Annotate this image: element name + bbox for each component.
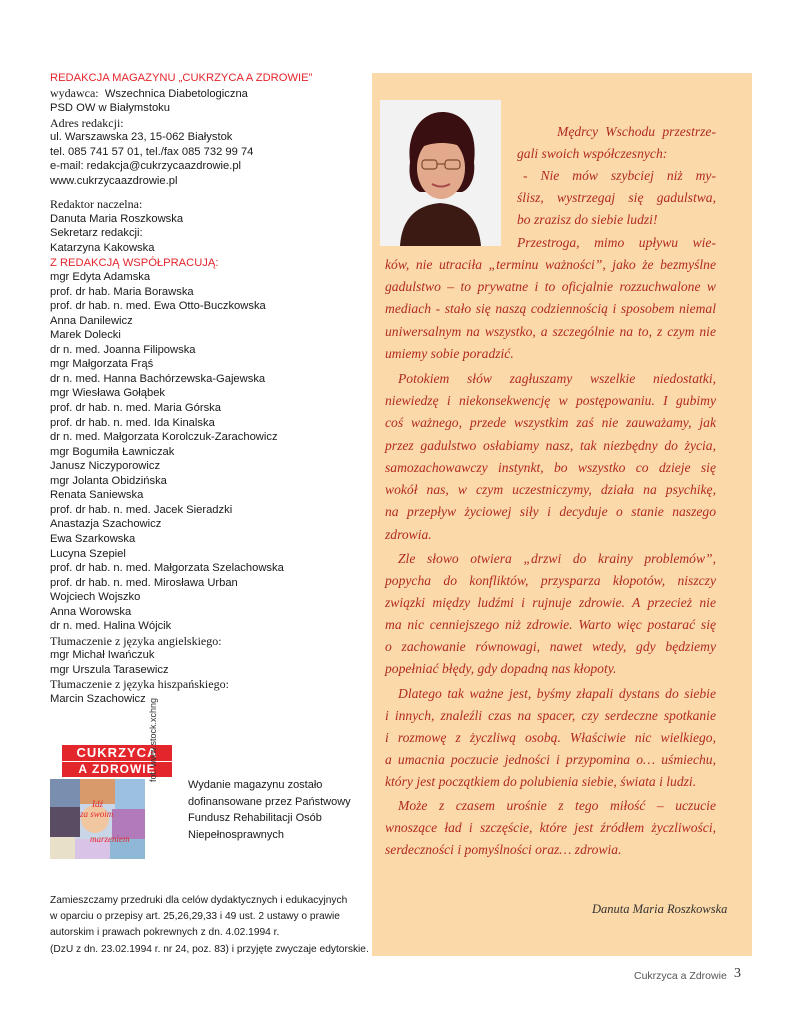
collaborator-name: mgr Wiesława Gołąbek	[50, 387, 166, 400]
editorial-signature: Danuta Maria Roszkowska	[592, 902, 728, 916]
page-number: 3	[734, 966, 741, 981]
editorial-line: serdeczności i pomyślności oraz… zdrowia.	[385, 842, 622, 857]
address: ul. Warszawska 23, 15-062 Białystok	[50, 131, 233, 144]
editorial-line: ma nic cenniejszego niż zdrowie. Warto więc postarać się	[385, 617, 716, 632]
translator-es-1: Marcin Szachowicz	[50, 692, 146, 705]
collaborator-name: dr n. med. Hanna Bachórzewska-Gajewska	[50, 372, 266, 385]
editorial-line: zdrowia.	[385, 527, 432, 542]
legal-note	[50, 893, 370, 958]
publisher-line	[50, 86, 350, 102]
collaborator-name: mgr Edyta Adamska	[50, 271, 151, 284]
editorial-line: który jest początkiem do polubienia siebie, świata i ludzi.	[385, 774, 697, 789]
cover-title-line-2: A ZDROWIE	[62, 762, 172, 777]
collaborators-list	[50, 270, 350, 634]
editorial-line: umiemy sobie poradzić.	[385, 346, 514, 361]
collaborator-name: Ewa Szarkowska	[50, 532, 136, 545]
collaborators-label: Z REDAKCJĄ WSPÓŁPRACUJĄ:	[50, 256, 219, 269]
publisher-label: wydawca:	[50, 85, 99, 100]
collaborator-name: Janusz Niczyporowicz	[50, 460, 161, 473]
collaborator-name: dr n. med. Joanna Filipowska	[50, 343, 196, 356]
editorial-line: Przestroga, mimo upływu wie-	[517, 235, 716, 250]
translation-en-label: Tłumaczenie z języka angielskiego:	[50, 633, 222, 648]
funding-line: Niepełnosprawnych	[188, 828, 284, 841]
collaborator-name: Anastazja Szachowicz	[50, 518, 162, 531]
collaborator-name: Anna Danilewicz	[50, 314, 133, 327]
collaborator-name: prof. dr hab. n. med. Maria Górska	[50, 402, 221, 415]
collaborator-name: prof. dr hab. Maria Borawska	[50, 285, 194, 298]
collaborator-name: Renata Saniewska	[50, 489, 144, 502]
address-label: Adres redakcji:	[50, 115, 124, 130]
legal-line: autorskim i prawach pokrewnych z dn. 4.02.1994 r.	[50, 927, 280, 939]
collaborator-name: prof. dr hab. n. med. Ewa Otto-Buczkowska	[50, 300, 266, 313]
editorial-line: uniwersalnym na wszystko, a szczególnie na to, z czym nie	[385, 324, 716, 339]
collaborator-name: prof. dr hab. n. med. Małgorzata Szelachowska	[50, 562, 284, 575]
website: www.cukrzycaazdrowie.pl	[50, 174, 178, 187]
editorial-line: ślisz, wystrzegaj się gadulstwa,	[517, 190, 716, 205]
collaborator-name: dr n. med. Małgorzata Korolczuk-Zarachowicz	[50, 431, 278, 444]
legal-line: (DzU z dn. 23.02.1994 r. nr 24, poz. 83) i przyjęte zwyczaje edytorskie.	[50, 943, 369, 955]
editorial-line: Zle słowo otwiera „drzwi do krainy problemów”,	[398, 551, 716, 566]
editorial-line: o zachowanie równowagi, nawet wtedy, gdy będziemy	[385, 639, 716, 654]
editorial-line: gali swoich współczesnych:	[517, 146, 668, 161]
publisher-name: Wszechnica Diabetologiczna	[104, 87, 248, 100]
editor-label: Redaktor naczelna:	[50, 197, 143, 212]
editorial-line: Potokiem słów zagłuszamy wszelkie niedostatki,	[398, 371, 716, 386]
collaborator-name: prof. dr hab. n. med. Ida Kinalska	[50, 416, 215, 429]
editorial-line: popycha do konfliktów, przysparza kłopotów, niszczy	[385, 573, 716, 588]
collaborator-name: prof. dr hab. n. med. Mirosława Urban	[50, 576, 238, 589]
editorial-line: gadulstwo – to prywatne i to oficjalnie rozzuchwalone w	[385, 279, 716, 294]
collaborator-name: dr n. med. Halina Wójcik	[50, 620, 172, 633]
photo-credit: fot. www.stock.xchng	[148, 697, 158, 782]
editor-name: Danuta Maria Roszkowska	[50, 212, 184, 225]
editorial-line: i innych, znaleźli czas na spacer, czy serdeczne spotkanie	[385, 708, 716, 723]
editorial-line: wnoszące ład i szczęście, które jest źródłem życzliwości,	[385, 820, 716, 835]
collaborator-name: Marek Dolecki	[50, 329, 121, 342]
cover-photo-text-3: marzeniem	[90, 834, 130, 844]
funding-line: dofinansowane przez Państwowy	[188, 795, 351, 808]
collaborator-name: Wojciech Wojszko	[50, 591, 141, 604]
collaborator-name: mgr Bogumiła Ławniczak	[50, 445, 175, 458]
masthead	[50, 71, 350, 707]
collaborator-name: mgr Jolanta Obidzińska	[50, 474, 167, 487]
footer-magazine-name: Cukrzyca a Zdrowie	[634, 970, 727, 982]
editorial-line: coś ważnego, przede wszystkim zaś nie zauważamy, jak	[385, 415, 716, 430]
cover-collage-image	[50, 779, 190, 859]
translation-es-label: Tłumaczenie z języka hiszpańskiego:	[50, 677, 229, 692]
collaborator-name: mgr Małgorzata Frąś	[50, 358, 154, 371]
secretary-name: Katarzyna Kakowska	[50, 242, 155, 255]
editorial-line: i rozmowę z życzliwą osobą. Właściwie nic wielkiego,	[385, 730, 716, 745]
editorial-line: ków, nie utraciła „terminu ważności”, jako że bezmyślne	[385, 257, 716, 272]
cover-title-line-1: CUKRZYCA	[62, 745, 172, 761]
editorial-line: samozachowawczy instynkt, bo wszystko co dzieje się	[385, 460, 716, 475]
secretary-label: Sekretarz redakcji:	[50, 227, 143, 240]
editorial-line: Dlatego tak ważne jest, byśmy złapali dystans do siebie	[398, 686, 716, 701]
editorial-line: przez gadulstwo osłabiamy nasz, tak niezbędny do życia,	[385, 438, 716, 453]
editorial-line: Mędrcy Wschodu przestrze-	[557, 124, 716, 139]
editorial-line: a umacnia poczucie jedności i przypomina o… uśmiechu,	[385, 752, 716, 767]
publisher-name-2: PSD OW w Białymstoku	[50, 102, 170, 115]
editorial-line: - Nie mów szybciej niż my-	[523, 168, 716, 183]
editorial-line: niewiedzę i niekonsekwencję w postępowaniu. I gubimy	[385, 393, 716, 408]
legal-line: Zamieszczamy przedruki dla celów dydaktycznych i edukacyjnych	[50, 895, 348, 906]
legal-line: w oparciu o przepisy art. 25,26,29,33 i 49 ust. 2 ustawy o prawie	[50, 911, 340, 923]
editorial-line: bo zrazisz do siebie ludzi!	[517, 212, 658, 227]
collaborator-name: Anna Worowska	[50, 605, 132, 618]
cover-photo-text-1: Idź	[92, 799, 103, 809]
email: e-mail: redakcja@cukrzycaazdrowie.pl	[50, 160, 242, 173]
editorial-line: na przepływ życiowej siły i decyduje o stanie naszego	[385, 504, 716, 519]
collaborator-name: Lucyna Szepiel	[50, 547, 126, 560]
editorial-line: popełniać błędy, gdy dopadną nas kłopoty.	[385, 661, 617, 676]
editorial-line: Może z czasem urośnie z tego miłość – uczucie	[398, 798, 716, 813]
editorial-line: związki między ludźmi i rujnuje zdrowie. A przecież nie	[385, 595, 716, 610]
masthead-title: REDAKCJA MAGAZYNU „CUKRZYCA A ZDROWIE”	[50, 72, 313, 84]
author-portrait	[380, 100, 501, 246]
editorial-line: wokół nas, w czym uczestniczymy, działa na psychikę,	[385, 482, 716, 497]
editorial-line: mediach - stało się naszą codziennością i sposobem niemal	[385, 301, 716, 316]
funding-line: Fundusz Rehabilitacji Osób	[188, 812, 322, 824]
collaborator-name: prof. dr hab. n. med. Jacek Sieradzki	[50, 503, 233, 516]
phone: tel. 085 741 57 01, tel./fax 085 732 99 74	[50, 145, 254, 158]
translator-en-1: mgr Michał Iwańczuk	[50, 649, 155, 662]
translator-en-2: mgr Urszula Tarasewicz	[50, 663, 169, 676]
cover-photo-text-2: za swoim	[80, 809, 114, 819]
funding-note	[188, 777, 358, 843]
funding-line: Wydanie magazynu zostało	[188, 779, 323, 791]
